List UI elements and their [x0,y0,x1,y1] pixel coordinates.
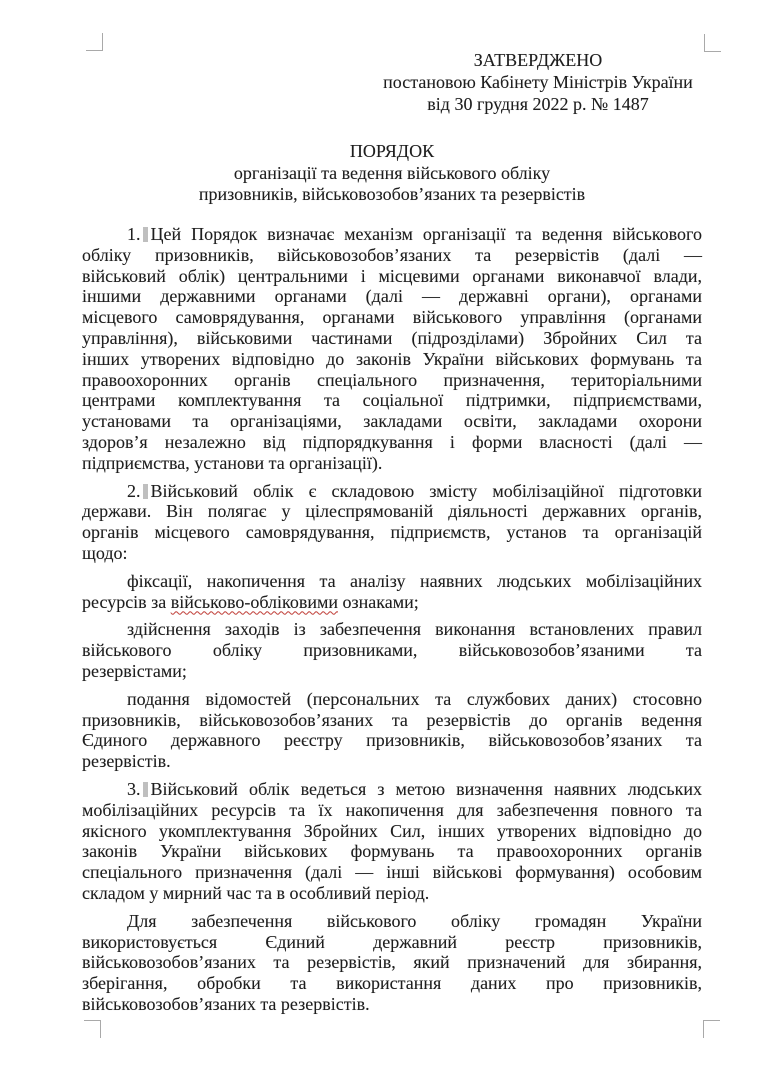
text-line [82,841,702,862]
title-line: ПОРЯДОК [349,141,435,161]
text-segment: здійснення заходів із забезпечення виконання встановлених правил [127,619,702,640]
text-segment: якісного укомплектування Збройних Сил, інших утворених відповідно до [82,820,702,841]
text-segment: резервістів. [82,751,171,772]
paragraph-4-registry [82,911,702,1015]
text-line [82,994,702,1015]
text-segment: ресурсів за [82,591,171,612]
text-segment: управління), військовими частинами (підрозділами) Збройних Сил та [82,327,702,348]
text-segment: військовозобов’язаних та резервістів, який призначений для збирання, [82,952,702,973]
text-segment: підприємства, установи та організації). [82,452,383,473]
text-segment: військового обліку призовниками, військовозобов’язаними та [82,640,702,661]
text-segment: військовозобов’язаних та резервістів. [82,993,370,1014]
shaded-space-mark [143,227,148,242]
text-segment: ознаками; [338,591,419,612]
text-segment: Єдиного державного реєстру призовників, військовозобов’язаних та [82,730,702,751]
text-segment: військовий облік) центральними і місцевими органами виконавчої влади, [82,265,702,286]
text-segment: законів України військових формувань та правоохоронних органів [82,841,702,862]
text-line [82,370,702,391]
text-segment: використовується Єдиний державний реєстр призовників, [82,931,702,952]
paragraph-2 [82,481,702,564]
text-segment: правоохоронних органів спеціального призначення, територіальними [82,369,702,390]
text-segment: 3. [127,778,141,799]
text-line [82,592,702,613]
text-line [82,911,702,932]
text-line [82,307,702,328]
text-line [82,432,702,453]
text-line [82,689,702,710]
text-line [82,501,702,522]
text-line [82,522,702,543]
text-segment: центрами комплектування та соціальної підтримки, підприємствами, [82,390,702,411]
text-line [82,952,702,973]
text-line [82,751,702,772]
document-title [82,141,702,206]
text-line [82,390,702,411]
crop-mark-top-left [86,33,103,51]
text-line [82,411,702,432]
text-segment: 1. [127,224,141,244]
text-segment: складом у мирний час та в особливий період. [82,882,430,903]
text-segment: Цей Порядок визначає механізм організації та ведення військового [150,224,702,244]
text-line [82,349,702,370]
paragraph-3 [82,779,702,904]
approval-stamp [368,49,708,115]
text-segment: обліку призовників, військовозобов’язаних та резервістів (далі — [82,244,702,265]
text-line [82,640,702,661]
clause-data-submission [82,689,702,772]
text-line [82,779,702,800]
text-segment: мобілізаційних ресурсів та їх накопичення для забезпечення повного та [82,799,702,820]
text-line [82,932,702,953]
approval-stamp-line: ЗАТВЕРДЖЕНО [473,50,603,70]
text-line [82,328,702,349]
approval-stamp-line: від 30 грудня 2022 р. № 1487 [427,94,649,114]
text-line [82,481,702,502]
text-segment: резервістами; [82,660,187,681]
text-line [82,730,702,751]
text-line [82,543,702,564]
text-line [82,710,702,731]
text-line [82,800,702,821]
text-line [82,661,702,682]
text-segment: щодо: [82,542,128,563]
text-segment: органів місцевого самоврядування, підприємств, установ та організацій [82,522,702,543]
document-body [82,224,702,1022]
approval-stamp-line: постановою Кабінету Міністрів України [383,72,693,92]
text-segment: іншими державними органами (далі — державні органи), органами [82,286,702,307]
shaded-space-mark [143,484,148,499]
text-segment: Військовий облік є складовою змісту мобілізаційної підготовки [150,480,702,501]
shaded-space-mark [143,782,148,797]
text-line [82,619,702,640]
text-segment: Для забезпечення військового обліку громадян України [127,910,702,931]
text-line [82,224,702,245]
text-line [82,571,702,592]
text-segment: місцевого самоврядування, органами військового управління (органами [82,307,702,328]
text-line [82,286,702,307]
text-line [82,453,702,474]
text-segment: держави. Він полягає у цілеспрямованій діяльності державних органів, [82,501,702,522]
text-segment: здоров’я незалежно від підпорядкування і форми власності (далі — [82,431,702,452]
text-line [82,883,702,904]
clause-fixation [82,571,702,613]
text-segment: установами та організаціями, закладами освіти, закладами охорони [82,411,702,432]
text-segment: Військовий облік ведеться з метою визначення наявних людських [150,778,702,799]
spellcheck-underline: військово-обліковими [170,591,338,612]
title-line: призовників, військовозобов’язаних та резервістів [198,184,586,204]
text-segment: фіксації, накопичення та аналізу наявних людських мобілізаційних [127,570,702,591]
crop-mark-bottom-left [84,1020,101,1038]
text-segment: подання відомостей (персональних та службових даних) стосовно [127,688,702,709]
title-line: організації та ведення військового обліку [233,162,551,183]
text-segment: призовників, військовозобов’язаних та резервістів до органів ведення [82,709,702,730]
text-line [82,821,702,842]
paragraph-1 [82,224,702,474]
text-line [82,973,702,994]
text-line [82,245,702,266]
clause-measures [82,619,702,681]
text-line [82,862,702,883]
text-segment: зберігання, обробки та використання даних про призовників, [82,973,702,994]
crop-mark-bottom-right [703,1020,720,1038]
text-segment: спеціального призначення (далі — інші військові формування) особовим [82,862,702,883]
text-segment: 2. [127,480,141,501]
text-line [82,266,702,287]
text-segment: інших утворених відповідно до законів України військових формувань та [82,348,702,369]
